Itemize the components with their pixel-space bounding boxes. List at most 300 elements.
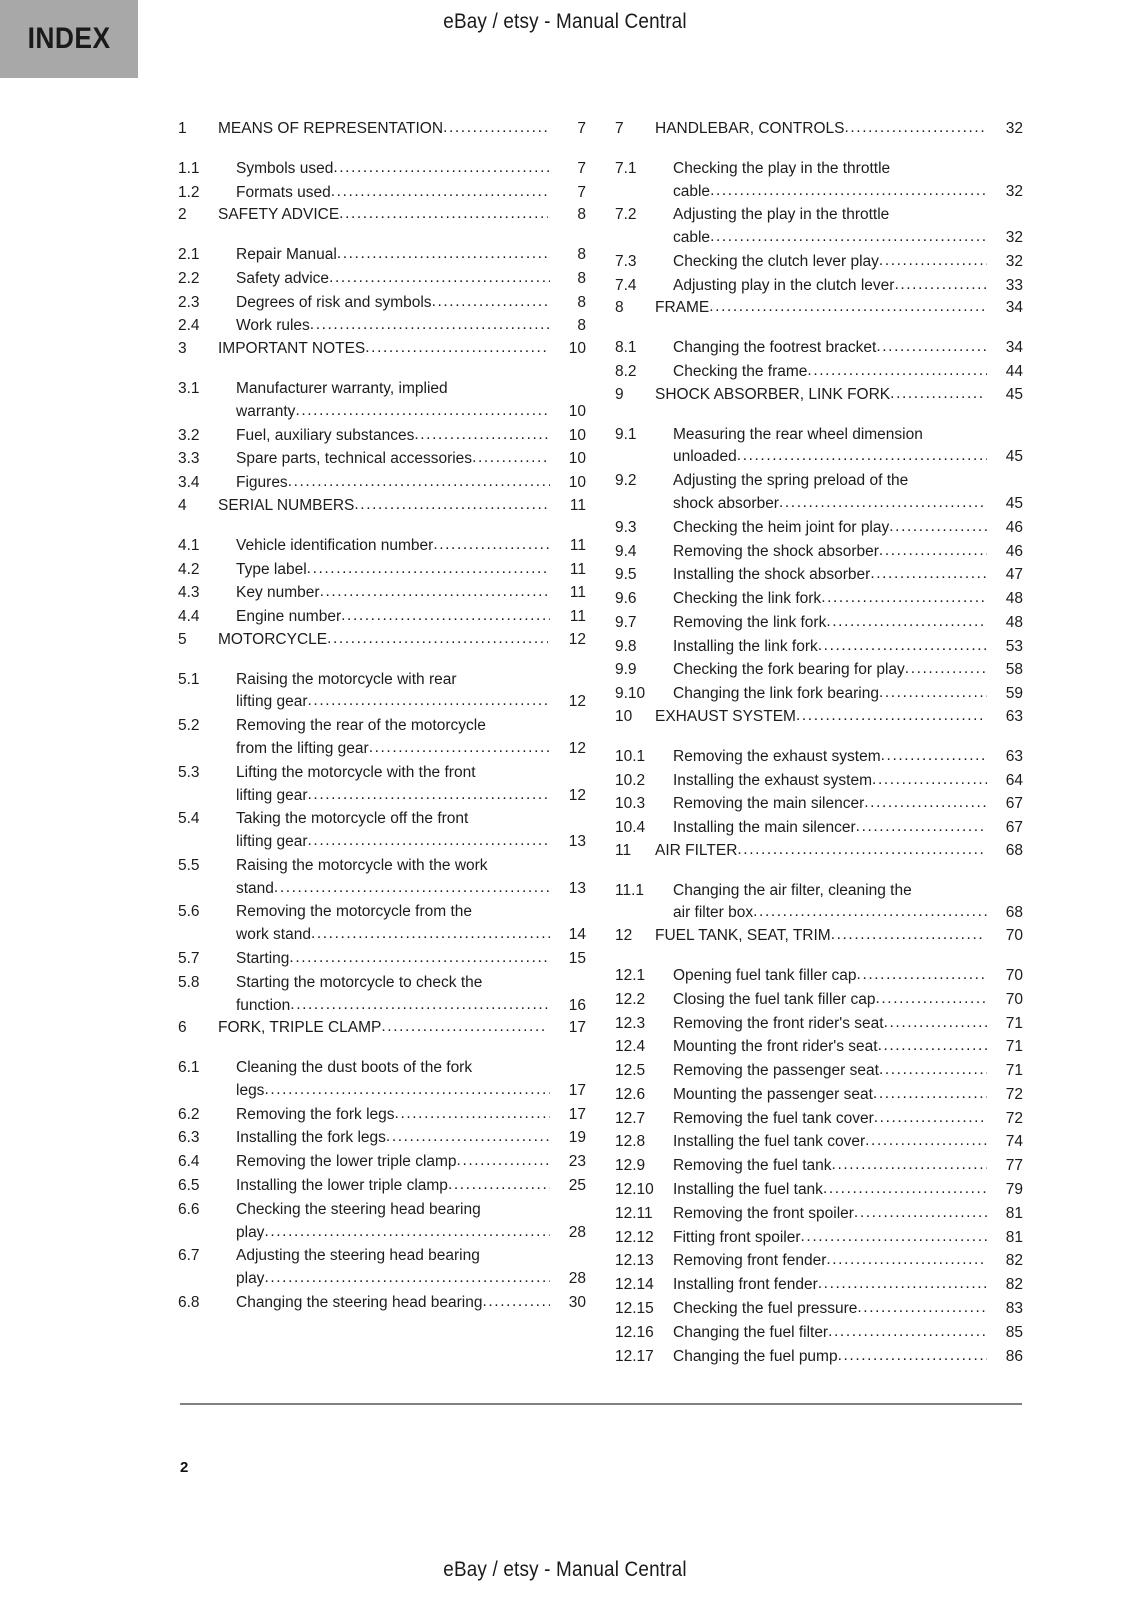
section-page-number: 81 [1005, 1204, 1023, 1222]
section-title-line: Changing the footrest bracket [673, 339, 877, 357]
toc-section-row[interactable] [178, 1127, 586, 1150]
chapter-title: FUEL TANK, SEAT, TRIM [655, 927, 831, 945]
section-title-line: Installing the lower triple clamp [236, 1177, 448, 1195]
toc-section-row[interactable] [615, 337, 1023, 360]
toc-section-row[interactable] [178, 948, 586, 971]
section-page-number: 85 [1005, 1323, 1023, 1341]
section-page-number: 10 [568, 402, 586, 420]
toc-chapter-row[interactable] [615, 840, 1023, 863]
section-title-line: Removing the main silencer [673, 795, 865, 813]
section-page-number: 45 [1005, 494, 1023, 512]
toc-section-row[interactable] [615, 1274, 1023, 1297]
section-title-line: Installing front fender [673, 1276, 818, 1294]
section-number: 12.9 [615, 1157, 646, 1175]
section-title-line: legs [236, 1081, 265, 1099]
section-page-number: 28 [568, 1270, 586, 1288]
toc-section-row[interactable] [615, 1155, 1023, 1178]
section-title-line: Symbols used [236, 159, 334, 177]
leader-dots [737, 445, 987, 468]
header-watermark: eBay / etsy - Manual Central [443, 10, 687, 33]
leader-dots [443, 117, 548, 140]
section-title-line: lifting gear [236, 693, 308, 711]
leader-dots [875, 988, 987, 1011]
toc-section-row[interactable] [615, 793, 1023, 816]
toc-section-row[interactable] [178, 606, 586, 629]
toc-section-row[interactable] [615, 817, 1023, 840]
chapter-title: MOTORCYCLE [218, 630, 328, 648]
section-number: 10.1 [615, 747, 646, 765]
toc-chapter-group [615, 706, 1023, 840]
toc-section-row[interactable] [178, 268, 586, 291]
chapter-title: HANDLEBAR, CONTROLS [655, 120, 845, 137]
section-number: 7.1 [615, 159, 637, 177]
leader-dots [369, 737, 550, 760]
section-number: 8.1 [615, 339, 637, 357]
toc-section-list [615, 965, 1023, 1368]
toc-section-row[interactable] [615, 989, 1023, 1012]
section-number: 7.4 [615, 276, 637, 294]
section-number: 9.8 [615, 637, 637, 655]
toc-section-row[interactable] [615, 1084, 1023, 1107]
section-page-number: 63 [1005, 747, 1023, 765]
section-page-number: 30 [568, 1293, 586, 1311]
section-page-number: 64 [1005, 771, 1023, 789]
leader-dots [482, 1291, 550, 1314]
leader-dots [308, 830, 550, 853]
toc-chapter-row[interactable] [178, 495, 586, 518]
section-number: 12.14 [615, 1276, 654, 1294]
section-page-number: 82 [1005, 1276, 1023, 1294]
section-number: 10.3 [615, 795, 646, 813]
section-number: 1.1 [178, 159, 200, 177]
leader-dots [796, 705, 985, 728]
section-page-number: 12 [568, 739, 586, 757]
chapter-number: 12 [615, 927, 633, 945]
toc-section-row[interactable] [615, 746, 1023, 769]
section-number: 6.7 [178, 1247, 200, 1265]
section-page-number: 71 [1005, 1014, 1023, 1032]
section-number: 12.4 [615, 1038, 646, 1056]
section-title-line: Installing the main silencer [673, 819, 856, 837]
leader-dots [864, 792, 987, 815]
toc-section-row[interactable] [615, 275, 1023, 298]
toc-section-row[interactable] [178, 425, 586, 448]
leader-dots [395, 1103, 550, 1126]
section-number: 6.4 [178, 1153, 200, 1171]
section-page-number: 86 [1005, 1347, 1023, 1365]
toc-section-row[interactable] [178, 1292, 586, 1315]
toc-section-row[interactable] [615, 1060, 1023, 1083]
section-page-number: 11 [569, 584, 586, 602]
toc-section-row[interactable] [178, 244, 586, 267]
leader-dots [381, 1016, 548, 1039]
section-number: 5.4 [178, 810, 200, 828]
chapter-page-number: 32 [1005, 120, 1023, 137]
chapter-page-number: 45 [1005, 385, 1023, 403]
toc-section-row[interactable] [615, 470, 1023, 516]
leader-dots [337, 243, 550, 266]
chapter-page-number: 34 [1005, 299, 1023, 317]
section-title-line: Checking the clutch lever play [673, 252, 879, 270]
section-title-line: Checking the frame [673, 363, 808, 381]
section-number: 7.2 [615, 206, 637, 224]
leader-dots [856, 816, 987, 839]
section-page-number: 74 [1005, 1133, 1023, 1151]
section-number: 9.5 [615, 566, 637, 584]
leader-dots [879, 540, 987, 563]
section-title-line: play [236, 1223, 265, 1241]
section-title-line: Taking the motorcycle off the front [236, 810, 469, 828]
chapter-page-number: 8 [577, 206, 586, 224]
toc-section-row[interactable] [178, 669, 586, 715]
footer-divider [180, 1403, 1022, 1405]
toc-chapter-group [178, 118, 586, 204]
toc-section-row[interactable] [615, 588, 1023, 611]
toc-section-row[interactable] [178, 972, 586, 1018]
section-number: 5.6 [178, 903, 200, 921]
section-page-number: 28 [568, 1223, 586, 1241]
section-page-number: 11 [569, 608, 586, 626]
section-title-line: Checking the heim joint for play [673, 518, 890, 536]
leader-dots [274, 877, 550, 900]
toc-section-row[interactable] [178, 1057, 586, 1103]
leader-dots [870, 563, 987, 586]
toc-chapter-row[interactable] [615, 297, 1023, 320]
section-title-line: Fitting front spoiler [673, 1228, 801, 1246]
section-number: 4.2 [178, 560, 200, 578]
section-number: 2.4 [178, 317, 200, 335]
leader-dots [905, 658, 987, 681]
section-number: 12.12 [615, 1228, 654, 1246]
toc-section-row[interactable] [615, 612, 1023, 635]
leader-dots [329, 267, 550, 290]
toc-section-row[interactable] [615, 1179, 1023, 1202]
section-number: 3.1 [178, 380, 200, 398]
toc-chapter-row[interactable] [615, 925, 1023, 948]
section-title-line: play [236, 1270, 265, 1288]
toc-section-row[interactable] [178, 378, 586, 424]
section-number: 5.1 [178, 670, 200, 688]
toc-chapter-group [178, 338, 586, 495]
toc-section-row[interactable] [178, 1245, 586, 1291]
leader-dots [709, 296, 985, 319]
toc-chapter-row[interactable] [178, 1017, 586, 1040]
toc-section-row[interactable] [615, 1298, 1023, 1321]
toc-column-right [615, 118, 1023, 1368]
section-title-line: Changing the fuel filter [673, 1323, 829, 1341]
section-title-line: lifting gear [236, 786, 308, 804]
chapter-number: 2 [178, 206, 187, 224]
section-page-number: 8 [577, 293, 586, 311]
toc-section-row[interactable] [615, 683, 1023, 706]
toc-section-row[interactable] [178, 762, 586, 808]
toc-section-row[interactable] [615, 1013, 1023, 1036]
section-page-number: 7 [577, 183, 586, 201]
section-title-line: Removing the fuel tank [673, 1157, 832, 1175]
leader-dots [327, 628, 548, 651]
leader-dots [889, 516, 987, 539]
section-page-number: 12 [568, 693, 586, 711]
toc-section-list [178, 158, 586, 205]
leader-dots [333, 157, 550, 180]
section-page-number: 16 [568, 996, 586, 1014]
section-number: 9.7 [615, 613, 637, 631]
chapter-number: 10 [615, 707, 633, 725]
section-page-number: 72 [1005, 1085, 1023, 1103]
leader-dots [710, 180, 987, 203]
section-title-line: Removing the link fork [673, 613, 827, 631]
toc-section-row[interactable] [615, 1346, 1023, 1369]
toc-section-row[interactable] [615, 965, 1023, 988]
toc-section-row[interactable] [615, 1322, 1023, 1345]
toc-chapter-group [615, 840, 1023, 925]
toc-section-list [615, 424, 1023, 706]
toc-section-row[interactable] [178, 1151, 586, 1174]
leader-dots [288, 471, 550, 494]
section-page-number: 82 [1005, 1252, 1023, 1270]
toc-chapter-row[interactable] [178, 338, 586, 361]
section-title-line: Changing the air filter, cleaning the [673, 881, 912, 899]
toc-section-list [615, 746, 1023, 840]
toc-section-row[interactable] [178, 158, 586, 181]
section-title-line: Opening fuel tank filler cap [673, 967, 857, 984]
section-page-number: 10 [568, 426, 586, 444]
section-number: 12.10 [615, 1181, 654, 1199]
toc-section-row[interactable] [615, 659, 1023, 682]
chapter-number: 3 [178, 340, 187, 358]
section-page-number: 17 [568, 1081, 586, 1099]
section-number: 12.7 [615, 1109, 646, 1127]
leader-dots [310, 314, 550, 337]
section-title-line: Raising the motorcycle with rear [236, 670, 457, 688]
toc-section-row[interactable] [615, 1036, 1023, 1059]
toc-section-list [615, 337, 1023, 384]
section-title-line: Adjusting the spring preload of the [673, 472, 909, 490]
toc-section-row[interactable] [178, 448, 586, 471]
toc-section-row[interactable] [615, 204, 1023, 250]
toc-column-left [178, 118, 586, 1368]
toc-section-row[interactable] [178, 715, 586, 761]
section-page-number: 15 [568, 950, 586, 967]
toc-chapter-row[interactable] [615, 706, 1023, 729]
section-page-number: 71 [1005, 1062, 1023, 1080]
chapter-title: SERIAL NUMBERS [218, 496, 355, 514]
section-title-line: Changing the steering head bearing [236, 1293, 483, 1311]
toc-section-row[interactable] [615, 251, 1023, 274]
chapter-number: 8 [615, 299, 624, 317]
section-number: 5.3 [178, 763, 200, 781]
toc-chapter-row[interactable] [178, 118, 586, 141]
toc-section-row[interactable] [178, 182, 586, 205]
section-title-line: Changing the link fork bearing [673, 685, 879, 703]
section-title-line: Installing the fuel tank cover [673, 1133, 866, 1151]
toc-section-row[interactable] [615, 1227, 1023, 1250]
chapter-page-number: 11 [569, 496, 586, 514]
toc-section-row[interactable] [615, 517, 1023, 540]
leader-dots [264, 1221, 550, 1244]
leader-dots [879, 250, 987, 273]
section-title-line: Lifting the motorcycle with the front [236, 763, 476, 781]
section-page-number: 68 [1005, 904, 1023, 922]
leader-dots [472, 447, 550, 470]
section-title-line: Checking the play in the throttle [673, 159, 891, 177]
section-title-line: warranty [236, 402, 296, 420]
leader-dots [838, 1345, 987, 1368]
toc-section-row[interactable] [615, 564, 1023, 587]
leader-dots [818, 635, 987, 658]
leader-dots [894, 274, 987, 297]
leader-dots [873, 1083, 987, 1106]
toc-section-row[interactable] [178, 1199, 586, 1245]
toc-section-row[interactable] [615, 1131, 1023, 1154]
leader-dots [779, 492, 987, 515]
section-page-number: 14 [568, 926, 586, 944]
toc-section-row[interactable] [615, 1250, 1023, 1273]
leader-dots [365, 337, 548, 360]
section-page-number: 23 [568, 1153, 586, 1171]
leader-dots [341, 605, 550, 628]
leader-dots [307, 558, 550, 581]
section-number: 12.1 [615, 967, 646, 984]
leader-dots [320, 581, 550, 604]
section-page-number: 10 [568, 450, 586, 468]
section-title-line: Mounting the passenger seat [673, 1085, 873, 1103]
page-number: 2 [180, 1459, 189, 1476]
section-page-number: 32 [1005, 182, 1023, 200]
leader-dots [801, 1226, 988, 1249]
leader-dots [890, 383, 985, 406]
section-number: 6.1 [178, 1059, 200, 1077]
section-title-line: Removing the exhaust system [673, 747, 881, 765]
section-title-line: Raising the motorcycle with the work [236, 856, 488, 874]
leader-dots [826, 1249, 987, 1272]
toc-section-row[interactable] [178, 1104, 586, 1127]
toc-section-row[interactable] [615, 1108, 1023, 1131]
toc-section-row[interactable] [178, 855, 586, 901]
section-number: 6.3 [178, 1129, 200, 1147]
leader-dots [857, 1297, 987, 1320]
leader-dots [311, 923, 550, 946]
toc-chapter-group [178, 1017, 586, 1314]
toc-section-row[interactable] [178, 315, 586, 338]
section-title-line: unloaded [673, 448, 737, 466]
leader-dots [884, 1012, 987, 1035]
toc-chapter-group [615, 297, 1023, 383]
section-page-number: 34 [1005, 339, 1023, 357]
leader-dots [432, 291, 550, 314]
section-number: 12.15 [615, 1299, 654, 1317]
section-title-line: Starting the motorcycle to check the [236, 973, 483, 991]
toc-section-list [178, 535, 586, 629]
section-title-line: Removing the fuel tank cover [673, 1109, 874, 1127]
leader-dots [876, 336, 987, 359]
section-page-number: 46 [1005, 542, 1023, 560]
section-number: 12.13 [615, 1252, 654, 1270]
section-title-line: Adjusting the steering head bearing [236, 1247, 480, 1265]
leader-dots [857, 964, 987, 987]
toc-section-row[interactable] [178, 808, 586, 854]
section-title-line: Repair Manual [236, 246, 337, 264]
toc-chapter-group [615, 925, 1023, 1368]
section-page-number: 13 [568, 879, 586, 897]
toc-section-row[interactable] [178, 472, 586, 495]
section-title-line: Manufacturer warranty, implied [236, 380, 448, 398]
toc-section-list [178, 1057, 586, 1315]
section-number: 9.10 [615, 685, 646, 703]
leader-dots [879, 1059, 987, 1082]
leader-dots [881, 745, 987, 768]
section-page-number: 70 [1005, 967, 1023, 984]
toc-section-row[interactable] [615, 158, 1023, 204]
leader-dots [826, 611, 987, 634]
section-number: 9.2 [615, 472, 637, 490]
toc-section-row[interactable] [178, 292, 586, 315]
toc-chapter-row[interactable] [178, 629, 586, 652]
section-page-number: 17 [568, 1105, 586, 1123]
toc-section-row[interactable] [615, 424, 1023, 470]
toc-section-row[interactable] [178, 582, 586, 605]
section-page-number: 72 [1005, 1109, 1023, 1127]
chapter-title: IMPORTANT NOTES [218, 340, 366, 358]
toc-chapter-group [615, 384, 1023, 706]
toc-chapter-group [178, 495, 586, 629]
chapter-page-number: 12 [568, 630, 586, 648]
section-page-number: 13 [568, 833, 586, 851]
section-page-number: 59 [1005, 685, 1023, 703]
section-title-line: Removing the motorcycle from the [236, 903, 473, 921]
section-title-line: Installing the link fork [673, 637, 818, 655]
chapter-number: 7 [615, 120, 624, 137]
toc-section-row[interactable] [615, 541, 1023, 564]
section-page-number: 53 [1005, 637, 1023, 655]
section-number: 6.8 [178, 1293, 200, 1311]
leader-dots [832, 1154, 987, 1177]
section-page-number: 33 [1005, 276, 1023, 294]
section-page-number: 19 [568, 1129, 586, 1147]
section-number: 12.17 [615, 1347, 654, 1365]
chapter-title: FORK, TRIPLE CLAMP [218, 1019, 382, 1037]
leader-dots [753, 901, 987, 924]
toc-section-row[interactable] [615, 770, 1023, 793]
toc-section-list [178, 378, 586, 495]
section-title-line: function [236, 996, 291, 1014]
leader-dots [433, 534, 550, 557]
section-page-number: 8 [577, 246, 586, 264]
section-title-line: Removing the fork legs [236, 1105, 395, 1123]
leader-dots [331, 181, 550, 204]
toc-section-row[interactable] [615, 361, 1023, 384]
toc-section-row[interactable] [178, 535, 586, 558]
toc-section-row[interactable] [178, 901, 586, 947]
toc-section-row[interactable] [178, 1175, 586, 1198]
section-page-number: 48 [1005, 590, 1023, 608]
toc-chapter-row[interactable] [615, 118, 1023, 141]
toc-chapter-row[interactable] [178, 204, 586, 227]
section-title-line: Cleaning the dust boots of the fork [236, 1059, 473, 1077]
toc-section-row[interactable] [615, 1203, 1023, 1226]
leader-dots [448, 1174, 550, 1197]
leader-dots [807, 360, 987, 383]
leader-dots [354, 494, 548, 517]
section-page-number: 77 [1005, 1157, 1023, 1175]
section-number: 12.6 [615, 1085, 646, 1103]
toc-chapter-row[interactable] [615, 384, 1023, 407]
toc-section-row[interactable] [178, 559, 586, 582]
toc-section-row[interactable] [615, 636, 1023, 659]
toc-section-row[interactable] [615, 880, 1023, 926]
leader-dots [872, 769, 987, 792]
section-page-number: 81 [1005, 1228, 1023, 1246]
